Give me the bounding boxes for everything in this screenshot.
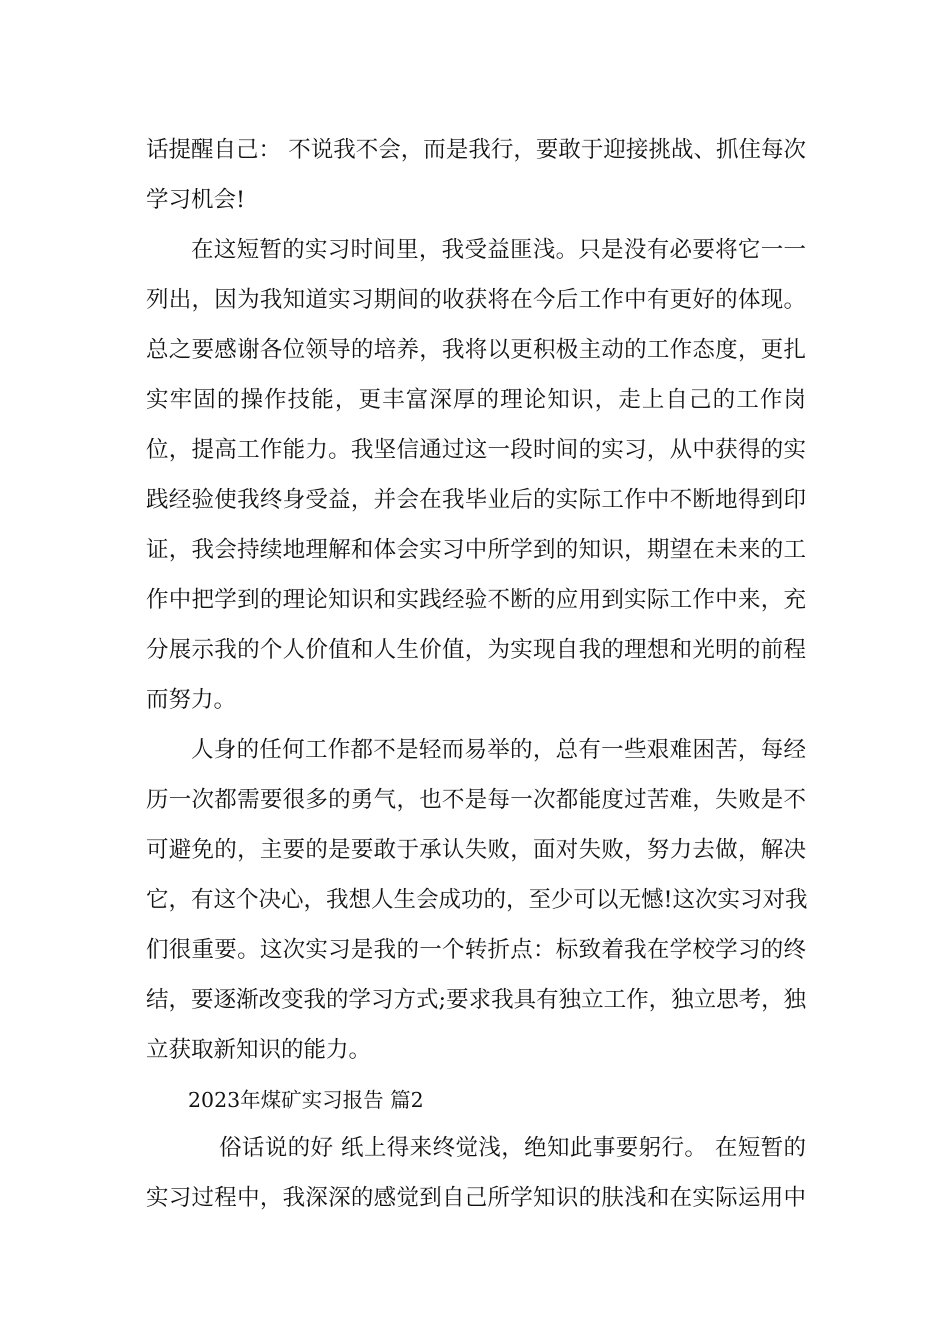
text-line: 实牢固的操作技能，更丰富深厚的理论知识，走上自己的工作岗 <box>146 387 806 413</box>
text-line: 分展示我的个人价值和人生价值，为实现自我的理想和光明的前程 <box>146 637 806 663</box>
text-line: 列出，因为我知道实习期间的收获将在今后工作中有更好的体现。 <box>146 287 806 313</box>
text-line: 人身的任何工作都不是轻而易举的，总有一些艰难困苦，每经 <box>191 737 806 763</box>
text-line: 在这短暂的实习时间里，我受益匪浅。只是没有必要将它一一 <box>191 237 806 263</box>
text-line: 践经验使我终身受益，并会在我毕业后的实际工作中不断地得到印 <box>146 487 806 513</box>
text-line: 总之要感谢各位领导的培养，我将以更积极主动的工作态度，更扎 <box>146 337 806 363</box>
text-line: 而努力。 <box>146 687 237 713</box>
text-line: 立获取新知识的能力。 <box>146 1037 372 1063</box>
text-line: 它，有这个决心，我想人生会成功的，至少可以无憾!这次实习对我 <box>146 887 808 913</box>
text-line: 话提醒自己： 不说我不会，而是我行，要敢于迎接挑战、抓住每次 <box>146 137 806 163</box>
text-line: 作中把学到的理论知识和实践经验不断的应用到实际工作中来，充 <box>146 587 806 613</box>
text-line: 俗话说的好 纸上得来终觉浅，绝知此事要躬行。 在短暂的 <box>219 1135 806 1161</box>
text-line: 位，提高工作能力。我坚信通过这一段时间的实习，从中获得的实 <box>146 437 806 463</box>
text-line: 历一次都需要很多的勇气，也不是每一次都能度过苦难，失败是不 <box>146 787 806 813</box>
text-line: 结，要逐渐改变我的学习方式;要求我具有独立工作，独立思考，独 <box>146 987 807 1013</box>
section-heading: 2023年煤矿实习报告 篇2 <box>188 1088 424 1112</box>
text-line: 们很重要。这次实习是我的一个转折点：标致着我在学校学习的终 <box>146 937 806 963</box>
text-line: 可避免的，主要的是要敢于承认失败，面对失败，努力去做，解决 <box>146 837 806 863</box>
text-line: 学习机会! <box>146 187 246 213</box>
text-line: 证，我会持续地理解和体会实习中所学到的知识，期望在未来的工 <box>146 537 806 563</box>
text-line: 实习过程中，我深深的感觉到自己所学知识的肤浅和在实际运用中 <box>146 1185 806 1211</box>
